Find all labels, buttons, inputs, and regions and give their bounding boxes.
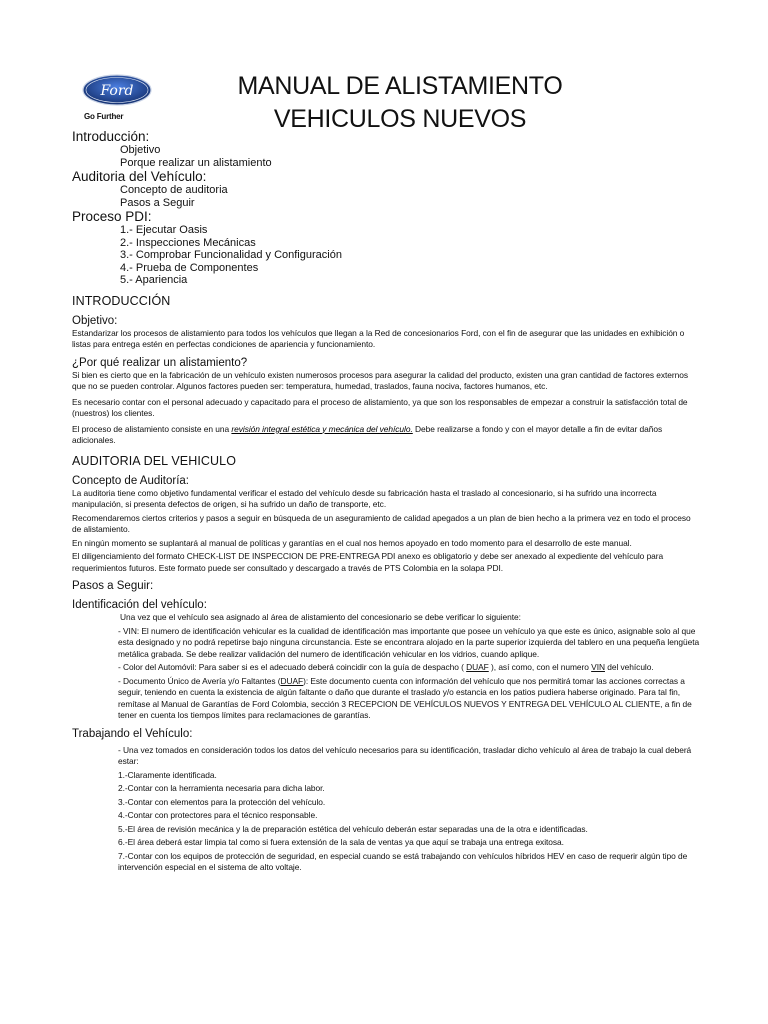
paragraph-documento [72, 676, 700, 722]
list-item: 2.-Contar con la herramienta necesaria para dicha labor. [118, 783, 325, 793]
paragraph: Una vez que el vehículo sea asignado al área de alistamiento del concesionario se debe verificar lo siguiente: [120, 612, 521, 622]
toc-item: Objetivo [120, 144, 161, 156]
logo-wordmark: Ford [100, 83, 134, 99]
document-body [72, 129, 700, 876]
text-run: del vehículo. [604, 662, 654, 672]
text-run: DUAF [466, 662, 489, 672]
list-item: 7.-Contar con los equipos de protección de seguridad, en especial cuando se está trabajando con vehículos híbridos HEV en caso de requerir algún tipo de intervención especial en el sistema de alto voltaje. [118, 850, 688, 872]
subheading-concepto: Concepto de Auditoría: [72, 474, 189, 487]
toc-item: Concepto de auditoria [120, 184, 228, 196]
text-run: DUAF [280, 675, 304, 686]
toc-item: 5.- Apariencia [120, 274, 188, 286]
text-run: VIN [591, 662, 605, 672]
subheading-pasos: Pasos a Seguir: [72, 580, 154, 592]
paragraph: Recomendaremos ciertos criterios y pasos a seguir en búsqueda de un aseguramiento de calidad apegados a un plan de bien hecho a la primera vez en todo el proceso de alistamiento. [72, 512, 691, 534]
logo-tagline: Go Further [84, 112, 124, 121]
emphasis-link[interactable]: revisión integral estética y mecánica del vehículo. [231, 423, 413, 434]
paragraph: En ningún momento se suplantará al manual de políticas y garantías en el cual nos hemos apoyado en todo momento para el desarrollo de este manual. [72, 537, 632, 548]
list-item: 4.-Contar con protectores para el técnico responsable. [118, 810, 318, 820]
paragraph [72, 424, 700, 447]
paragraph: - Una vez tomados en consideración todos los datos del vehículo necesarios para su identificación, trasladar dicho vehículo al área de trabajo la cual deberá estar: [118, 744, 692, 766]
subheading-porque: ¿Por qué realizar un alistamiento? [72, 356, 248, 369]
text-run: - Color del Automóvil: Para saber si es el adecuado deberá coincidir con la guía de despacho ( [118, 662, 467, 672]
paragraph: Estandarizar los procesos de alistamiento para todos los vehículos que llegan a la Red de concesionarios Ford, con el fin de asegurar que las unidades en exhibición o listas para entrega estén en perfectas condiciones de apariencia y funcionamiento. [72, 327, 685, 349]
toc-heading-intro: Introducción: [72, 129, 150, 144]
table-of-contents [72, 129, 700, 287]
page-title [160, 70, 640, 136]
toc-heading-pdi: Proceso PDI: [72, 209, 152, 224]
toc-item: Pasos a Seguir [120, 196, 195, 209]
section-heading-introduccion: INTRODUCCIÓN [72, 293, 171, 308]
list-item: 5.-El área de revisión mecánica y la de preparación estética del vehículo deberán estar separadas una de la otra e identificadas. [118, 823, 588, 834]
toc-item: 3.- Comprobar Funcionalidad y Configuración [120, 249, 342, 261]
title-line-2: VEHICULOS NUEVOS [273, 105, 527, 133]
text-run: El proceso de alistamiento consiste en una [72, 423, 232, 434]
list-item: 1.-Claramente identificada. [118, 769, 217, 780]
toc-item: 4.- Prueba de Componentes [120, 261, 259, 274]
paragraph: El diligenciamiento del formato CHECK-LIST DE INSPECCION DE PRE-ENTREGA PDI anexo es obligatorio y debe ser anexado al expediente del vehículo para requerimientos futuros. Este formato puede ser consultado y descargado a través de PTS Colombia en la solapa PDI. [72, 551, 664, 573]
subheading-objetivo: Objetivo: [72, 314, 118, 327]
title-line-1: MANUAL DE ALISTAMIENTO [237, 72, 563, 100]
subheading-identificacion: Identificación del vehículo: [72, 599, 207, 611]
subheading-trabajando: Trabajando el Vehículo: [72, 727, 193, 740]
paragraph-color [72, 662, 700, 674]
text-run: - Documento Único de Avería y/o Faltantes ( [118, 675, 281, 686]
text-run: Debe realizarse a fondo y con el mayor detalle a fin de evitar daños adicionales. [72, 423, 663, 445]
toc-item: 2.- Inspecciones Mecánicas [120, 236, 256, 249]
list-item: 6.-El área deberá estar limpia tal como si fuera extensión de la sala de ventas ya que aquí se trabaja una entrega exitosa. [118, 837, 564, 847]
list-item: 3.-Contar con elementos para la protección del vehículo. [118, 796, 326, 807]
section-heading-auditoria: AUDITORIA DEL VEHICULO [72, 453, 237, 468]
text-run: ): Este documento cuenta con información del vehículo que nos permitirá tomar las acciones correctas a seguir, teniendo en cuenta la existencia de algún faltante o daño que durante el traslado y/o estancia en los patios pudiera haberse originado. Para tal fin, remítase al Manual de Garantías de Ford Colombia, sección 3 RECEPCION DE VEHÍCULOS NUEVOS Y ENTREGA DEL VEHÍCULO AL CLIENTE, a fin de tener en cuenta los tiempos límites para reclamaciones de garantías. [118, 675, 692, 720]
toc-item: 1.- Ejecutar Oasis [120, 224, 208, 236]
text-run: ), así como, con el numero [488, 662, 592, 672]
paragraph: Si bien es cierto que en la fabricación de un vehículo existen numerosos procesos para asegurar la calidad del producto, existen una gran cantidad de factores externos que no se pueden controlar. Algunos factores pueden ser: temperatura, humedad, traslados, fauna nociva, factores humanos, etc. [72, 369, 688, 391]
paragraph: Es necesario contar con el personal adecuado y capacitado para el proceso de alistamiento, ya que son los responsables de empezar a construir la satisfacción total de (nuestros) los clientes. [72, 396, 688, 418]
ford-oval-icon [82, 74, 152, 106]
toc-heading-audit: Auditoria del Vehículo: [72, 169, 207, 184]
toc-item: Porque realizar un alistamiento [120, 156, 272, 169]
paragraph: La auditoria tiene como objetivo fundamental verificar el estado del vehículo desde su fabricación hasta el traslado al concesionario, si ha sufrido una incorrecta manipulación, si presenta defectos de origen, si ha sufrido un daño de transporte, etc. [72, 487, 657, 509]
paragraph-vin: - VIN: El numero de identificación vehicular es la cualidad de identificación mas importante que posee un vehículo ya que este es único, asignable solo al que esta designado y no podrá repetirse bajo ninguna circunstancia. Este se encontrara alojado en la parte superior izquierda del tablero en una pequeña lengüeta metálica grabada. Se debe realizar validación del numero de identificación vehicular en los vidrios, cuando aplique. [118, 625, 700, 659]
ford-logo [82, 74, 152, 121]
